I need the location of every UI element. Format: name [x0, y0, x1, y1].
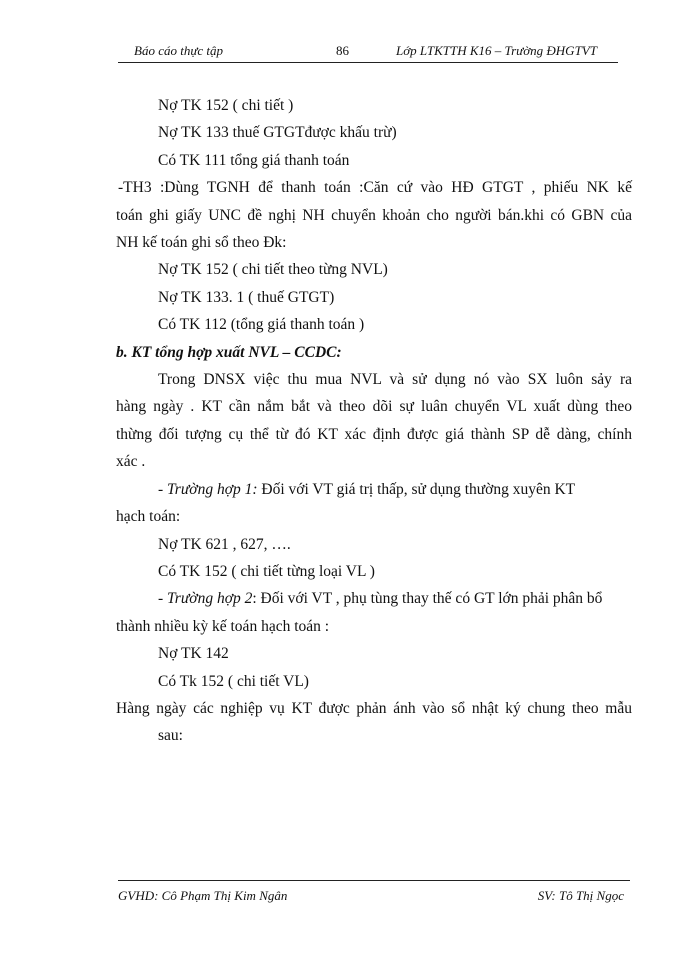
- entry-debit-142: Nợ TK 142: [158, 645, 229, 663]
- header-class-school: Lớp LTKTTH K16 – Trường ĐHGTVT: [396, 43, 597, 58]
- footer-supervisor: GVHD: Cô Phạm Thị Kim Ngân: [118, 888, 288, 903]
- closing-line-2: sau:: [158, 727, 183, 745]
- document-body: [116, 92, 632, 750]
- entry-debit-133-1: Nợ TK 133. 1 ( thuế GTGT): [158, 288, 335, 306]
- page-footer: [118, 880, 630, 905]
- paragraph-line: hàng ngày . KT cần nắm bắt và theo dõi sự luân chuyển VL xuất dùng theo: [116, 398, 632, 416]
- case2-text: : Đối với VT , phụ tùng thay thế có GT lớn phải phân bổ: [252, 590, 603, 608]
- entry-credit-152: Có TK 152 ( chi tiết từng loại VL ): [158, 562, 375, 580]
- case1-prefix: -: [158, 480, 168, 498]
- section-heading: b. KT tổng hợp xuất NVL – CCDC:: [116, 343, 342, 361]
- case2-prefix: -: [158, 590, 168, 608]
- entry-debit-152-nvl: Nợ TK 152 ( chi tiết theo từng NVL): [158, 261, 388, 279]
- entry-debit-133: Nợ TK 133 thuế GTGTđược khấu trừ): [158, 124, 397, 142]
- entry-debit-621: Nợ TK 621 , 627, ….: [158, 535, 291, 553]
- case3-paragraph-line: -TH3 :Dùng TGNH để thanh toán :Căn cứ vào HĐ GTGT , phiếu NK kế: [118, 179, 632, 197]
- header-page-number: 86: [336, 43, 349, 58]
- page-header: [118, 40, 618, 63]
- case1-line-2: hạch toán:: [116, 508, 181, 526]
- case1-text: Đối với VT giá trị thấp, sử dụng thường xuyên KT: [257, 480, 576, 498]
- case2-label: Trường hợp 2: [167, 590, 253, 608]
- case3-paragraph-line: NH kế toán ghi sổ theo Đk:: [116, 234, 287, 252]
- footer-student: SV: Tô Thị Ngọc: [537, 888, 624, 903]
- closing-line: Hàng ngày các nghiệp vụ KT được phản ánh vào sổ nhật ký chung theo mẫu: [116, 699, 632, 717]
- entry-credit-152-vl: Có Tk 152 ( chi tiết VL): [158, 672, 309, 690]
- paragraph-line: xác .: [116, 453, 146, 471]
- paragraph-line: thừng đối tượng cụ thể từ đó KT xác định được giá thành SP dễ dàng, chính: [116, 425, 632, 443]
- case1-label: Trường hợp 1:: [167, 480, 258, 498]
- entry-debit-152: Nợ TK 152 ( chi tiết ): [158, 97, 294, 114]
- case3-paragraph-line: toán ghi giấy UNC đề nghị NH chuyển khoản cho người bán.khi có GBN của: [116, 206, 632, 224]
- case2-line: [116, 585, 632, 612]
- paragraph-line: Trong DNSX việc thu mua NVL và sử dụng nó vào SX luôn sảy ra: [158, 371, 632, 389]
- entry-credit-111: Có TK 111 tổng giá thanh toán: [158, 151, 350, 169]
- case1-line: [116, 476, 632, 503]
- header-report-title: Báo cáo thực tập: [134, 43, 224, 58]
- entry-credit-112: Có TK 112 (tổng giá thanh toán ): [158, 316, 365, 334]
- case2-line-2: thành nhiều kỳ kế toán hạch toán :: [116, 617, 330, 635]
